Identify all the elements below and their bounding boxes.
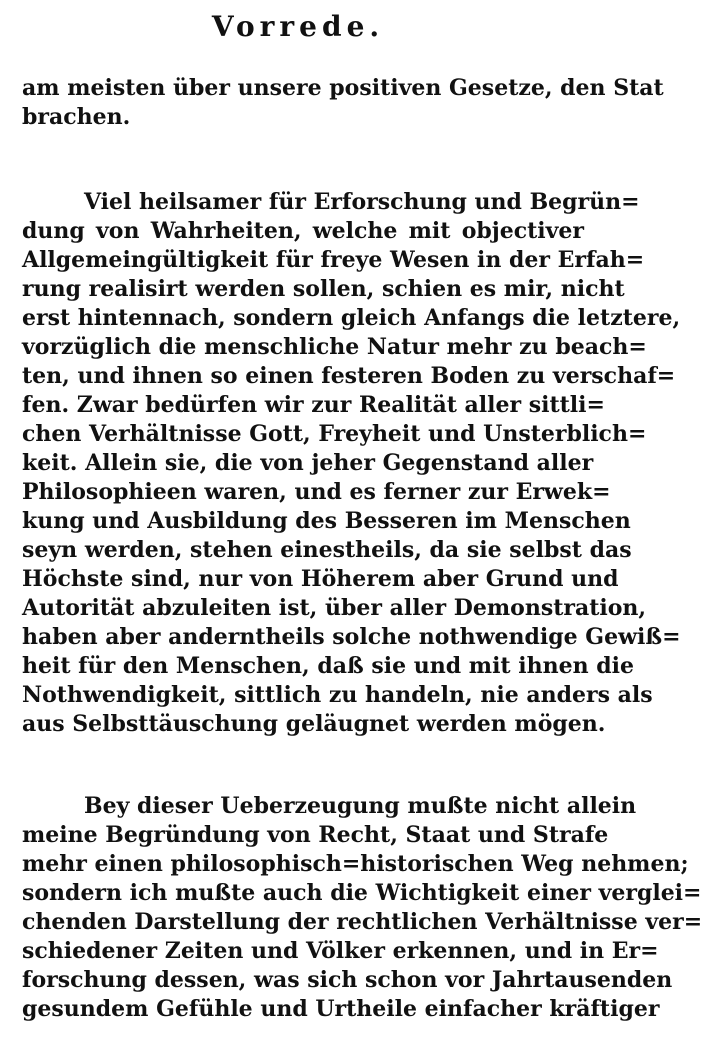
text-line: schiedener Zeiten und Völker erkennen, und in Er= <box>22 938 659 964</box>
text-line: fen. Zwar bedürfen wir zur Realität aller sittli= <box>22 392 605 418</box>
text-line: am meisten über unsere positiven Gesetze, den Stat <box>22 75 664 101</box>
text-line: erst hintennach, sondern gleich Anfangs die letztere, <box>22 305 681 331</box>
text-line: aus Selbsttäuschung geläugnet werden mögen. <box>22 711 606 737</box>
text-line: Autorität abzuleiten ist, über aller Demonstration, <box>22 595 647 621</box>
paragraph-continuation <box>22 74 664 132</box>
text-line: Nothwendigkeit, sittlich zu handeln, nie anders als <box>22 682 653 708</box>
text-line: dung von Wahrheiten, welche mit objectiver <box>22 218 584 244</box>
text-line: Philosophieen waren, und es ferner zur Erwek= <box>22 479 611 505</box>
text-line: chen Verhältnisse Gott, Freyheit und Unsterblich= <box>22 421 647 447</box>
text-line: mehr einen philosophisch=historischen Weg nehmen; <box>22 851 689 877</box>
text-line: Bey dieser Ueberzeugung mußte nicht allein <box>84 793 637 819</box>
text-line: forschung dessen, was sich schon vor Jahrtausenden <box>22 967 673 993</box>
text-line: gesundem Gefühle und Urtheile einfacher kräftiger <box>22 996 660 1022</box>
text-line: vorzüglich die menschliche Natur mehr zu beach= <box>22 334 647 360</box>
text-line: seyn werden, stehen einestheils, da sie selbst das <box>22 537 632 563</box>
text-line: ten, und ihnen so einen festeren Boden zu verschaf= <box>22 363 676 389</box>
text-line: kung und Ausbildung des Besseren im Menschen <box>22 508 631 534</box>
text-line: Höchste sind, nur von Höherem aber Grund und <box>22 566 619 592</box>
text-line: Viel heilsamer für Erforschung und Begrün= <box>84 189 640 215</box>
text-line: meine Begründung von Recht, Staat und Strafe <box>22 822 609 848</box>
paragraph-main <box>22 188 681 739</box>
text-line: haben aber anderntheils solche nothwendige Gewiß= <box>22 624 681 650</box>
text-line: rung realisirt werden sollen, schien es mir, nicht <box>22 276 625 302</box>
running-header: Vorrede. <box>211 10 385 43</box>
text-line: heit für den Menschen, daß sie und mit ihnen die <box>22 653 634 679</box>
text-line: brachen. <box>22 104 131 130</box>
text-line: chenden Darstellung der rechtlichen Verhältnisse ver= <box>22 909 702 935</box>
text-line: Allgemeingültigkeit für freye Wesen in der Erfah= <box>22 247 645 273</box>
paragraph-second <box>22 792 702 1024</box>
text-line: keit. Allein sie, die von jeher Gegenstand aller <box>22 450 594 476</box>
text-line: sondern ich mußte auch die Wichtigkeit einer verglei= <box>22 880 702 906</box>
